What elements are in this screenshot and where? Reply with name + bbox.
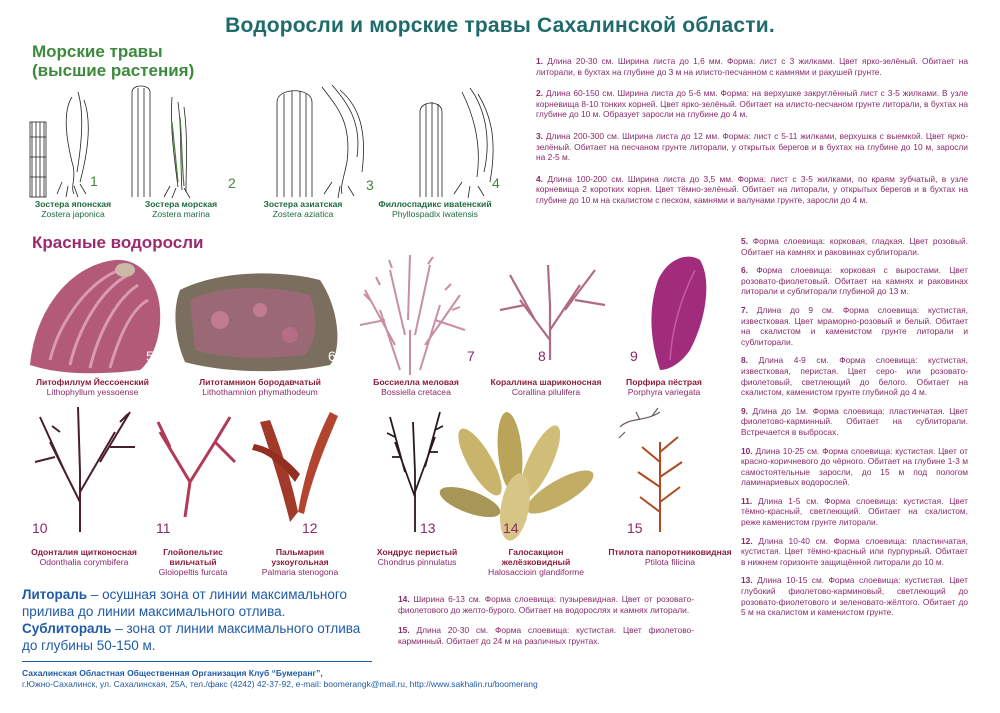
red-caption-12 bbox=[250, 547, 350, 577]
algae-name-lat: Chondrus pinnulatus bbox=[377, 557, 457, 567]
red-caption-8 bbox=[476, 377, 616, 397]
algae-name-lat: Odonthalia corymbifera bbox=[39, 557, 129, 567]
sublitoral-definition bbox=[22, 620, 367, 654]
description-text: Длина до 1м. Форма слоевища: пластинчатая. Цвет фиолетово-карминный. Обитает на сублиторали. Встречается в выбросах. bbox=[741, 405, 969, 437]
algae-name-ru: Хондрус перистый bbox=[376, 547, 458, 557]
red-number-15: 15 bbox=[627, 520, 643, 536]
description-number: 14. bbox=[398, 594, 410, 604]
red-caption-15 bbox=[608, 547, 732, 567]
description-number: 6. bbox=[741, 265, 748, 276]
algae-name-lat: Gloiopeltis furcata bbox=[158, 567, 228, 577]
description-text: Форма слоевища: корковая, гладкая. Цвет розовый. Обитает на камнях и раковинах сублиторали. bbox=[741, 236, 969, 257]
algae-name-lat: Halosaccioin glandiforme bbox=[487, 567, 584, 577]
description-text: Длина 1-5 см. Форма слоевища: кустистая. Цвет тёмно-красный, светлеющий. Обитает на скалистом, реже каменистом грунте литорали. bbox=[741, 495, 968, 528]
algae-name-ru: Порфира пёстрая bbox=[626, 377, 702, 387]
algae-name-lat: Lithothamnion phymathodeum bbox=[202, 387, 318, 397]
description-4 bbox=[536, 174, 968, 206]
ptilota-image bbox=[619, 408, 682, 532]
algae-name-lat: Porphyra variegata bbox=[627, 387, 701, 397]
red-caption-14 bbox=[476, 547, 596, 577]
description-2 bbox=[536, 88, 968, 120]
footer bbox=[22, 668, 722, 690]
red-algae-row1-images bbox=[20, 250, 720, 385]
red-caption-11 bbox=[148, 547, 238, 577]
odonthalia-image bbox=[35, 407, 135, 532]
description-text: Длина 100-200 см. Ширина листа до 3,5 мм. Форма: лист с 3-5 жилками, по краям зубчатый, в узле корневища 2 коротких корня. Цвет тёмно-зелёный. Обитает на литорали, у открытых берегов и в бухтах на глубине до 10 м на скалистом с песком, камнями и валунами грунте, заросли до 4 м. bbox=[536, 173, 969, 205]
description-number: 10. bbox=[741, 445, 753, 456]
seagrass-drawing-3 bbox=[277, 85, 364, 198]
algae-name-lat: Bossiella cretacea bbox=[381, 387, 451, 397]
description-text: Длина 200-300 см. Ширина листа до 12 мм. Форма: лист с 5-11 жилками, верхушка с выемкой. Цвет ярко-зелёный. Обитает на песчаном грунте литорали, у открытых берегов и в бухтах на глубине до 10 м, заросли на 2-5 м. bbox=[536, 130, 968, 163]
red-caption-6 bbox=[180, 377, 340, 397]
description-5 bbox=[741, 236, 968, 257]
algae-name-ru: Птилота папоротниковидная bbox=[608, 547, 732, 557]
algae-name-ru: Галосакцион желёзковидный bbox=[501, 547, 571, 567]
bottom-descriptions bbox=[398, 594, 694, 646]
description-number: 5. bbox=[741, 236, 748, 246]
description-text: Форма слоевища: корковая с выростами. Цвет розовато-фиолетовый. Обитает на камнях и раковинах литорали и сублиторали глубиной до 13 м. bbox=[741, 265, 968, 297]
footer-divider bbox=[22, 661, 372, 662]
gloiopeltis-image bbox=[158, 417, 235, 517]
seagrass-caption-2 bbox=[126, 199, 236, 219]
seagrass-heading-line2: (высшие растения) bbox=[32, 61, 195, 80]
seagrass-caption-1 bbox=[18, 199, 128, 219]
bossiella-image bbox=[360, 255, 465, 375]
description-6 bbox=[741, 265, 968, 297]
red-algae-heading: Красные водоросли bbox=[32, 233, 204, 252]
description-text: Длина 20-30 см. Ширина листа до 1,6 мм. Форма: лист с 3 жилками. Цвет ярко-зелёный. Обитает на литорали, в бухтах на глубине до 3 м на илисто-песчанном с камнями и ракушей грунте. bbox=[536, 56, 969, 77]
description-text: Длина 10-40 см. Форма слоевища: пластинчатая, кустистая. Цвет тёмно-красный или пурпурный. Обитает в нижнем горизонте защищённой литорали до 10 м. bbox=[741, 535, 969, 567]
description-11 bbox=[741, 496, 968, 528]
lithophyllum-image bbox=[30, 260, 160, 373]
description-14 bbox=[398, 594, 694, 615]
description-1 bbox=[536, 56, 968, 77]
description-13 bbox=[741, 575, 968, 617]
red-caption-10 bbox=[24, 547, 144, 567]
description-3 bbox=[536, 131, 968, 163]
description-text: Длина 60-150 см. Ширина листа до 5-6 мм. Форма: на верхушке закруглённый лист с 3-5 жилками. В узле корневища 8-10 тонких корней. Цвет ярко-зелёный. Обитает на илисто-песчаном грунте литорали, в бухтах на глубине до 10 м. Образует заросли на глубине до 4 м. bbox=[536, 88, 969, 120]
footer-contact: г.Южно-Сахалинск, ул. Сахалинская, 25А, тел./факс (4242) 42-37-92, e-mail: boomerangk@mail.ru, http://www.sakhalin.ru/boomerang bbox=[22, 679, 538, 689]
sublitoral-text: – зона от линии максимального отлива до глубины 50-150 м. bbox=[22, 621, 361, 653]
footer-organization: Сахалинская Областная Общественная Организация Клуб “Бумеранг”, bbox=[22, 668, 323, 678]
seagrass-caption-3 bbox=[248, 199, 358, 219]
red-number-5: 5 bbox=[146, 348, 154, 364]
palmaria-image bbox=[252, 412, 338, 522]
chondrus-image bbox=[387, 412, 443, 532]
red-number-14: 14 bbox=[503, 520, 519, 536]
seagrass-name-lat: Zostera japonica bbox=[41, 209, 105, 219]
seagrass-number-2: 2 bbox=[228, 175, 236, 191]
description-number: 2. bbox=[536, 88, 543, 99]
seagrass-drawing-4 bbox=[420, 88, 493, 198]
seagrass-name-lat: Phyllospadix iwatensis bbox=[392, 209, 478, 219]
description-number: 4. bbox=[536, 173, 543, 184]
seagrass-name-ru: Зостера азиатская bbox=[263, 199, 343, 209]
red-number-12: 12 bbox=[302, 520, 318, 536]
seagrass-drawing-1 bbox=[30, 92, 88, 197]
litoral-definition bbox=[22, 586, 367, 620]
seagrass-name-ru: Зостера японская bbox=[34, 199, 112, 209]
lithothamnion-image bbox=[175, 273, 337, 371]
red-algae-descriptions bbox=[741, 236, 968, 618]
description-number: 8. bbox=[741, 355, 748, 366]
description-number: 1. bbox=[536, 56, 543, 66]
description-text: Длина 10-25 см. Форма слоевища: кустистая. Цвет от красно-коричневого до чёрного. Обитает на глубине 1-3 м самостоятельные заросли, до 15 м под пологом ламинариевых водорослей. bbox=[741, 445, 968, 488]
red-caption-5 bbox=[20, 377, 165, 397]
algae-name-ru: Глойопельтис вильчатый bbox=[163, 547, 223, 567]
red-number-9: 9 bbox=[630, 348, 638, 364]
red-number-7: 7 bbox=[467, 348, 475, 364]
description-7 bbox=[741, 305, 968, 347]
algae-name-lat: Lithophyllum yessoense bbox=[46, 387, 139, 397]
glossary bbox=[22, 586, 367, 654]
seagrass-number-4: 4 bbox=[492, 175, 500, 191]
description-number: 12. bbox=[741, 535, 753, 546]
seagrass-descriptions bbox=[536, 56, 968, 206]
description-9 bbox=[741, 406, 968, 438]
description-number: 15. bbox=[398, 625, 410, 636]
sublitoral-term: Сублитораль bbox=[22, 621, 112, 636]
description-15 bbox=[398, 625, 694, 646]
red-caption-9 bbox=[614, 377, 714, 397]
algae-name-ru: Литотамнион бородавчатый bbox=[199, 377, 321, 387]
seagrass-heading bbox=[32, 42, 194, 80]
algae-name-ru: Литофиллум Йессоенский bbox=[36, 377, 149, 387]
description-number: 7. bbox=[741, 304, 748, 315]
description-text: Длина до 9 см. Форма слоевища: кустистая, известковая. Цвет мраморно-розовый и белый. Обитает на скалистом и каменистом грунте литорали и сублиторали. bbox=[741, 304, 969, 347]
corallina-image bbox=[500, 265, 605, 360]
litoral-term: Литораль bbox=[22, 587, 88, 602]
seagrass-number-1: 1 bbox=[90, 173, 98, 189]
red-number-13: 13 bbox=[420, 520, 436, 536]
page-title: Водоросли и морские травы Сахалинской области. bbox=[225, 14, 775, 37]
seagrass-caption-4 bbox=[360, 199, 510, 219]
description-text: Длина 20-30 см. Форма слоевища: кустистая. Цвет фиолетово-карминный. Обитает до 24 м на различных грунтах. bbox=[398, 625, 695, 646]
description-number: 13. bbox=[741, 575, 753, 586]
seagrass-name-lat: Zostera marina bbox=[152, 209, 210, 219]
description-10 bbox=[741, 446, 968, 488]
red-caption-13 bbox=[362, 547, 472, 567]
porphyra-image bbox=[651, 257, 706, 370]
algae-name-lat: Palmaria stenogona bbox=[261, 567, 339, 577]
red-caption-7 bbox=[356, 377, 476, 397]
seagrass-name-lat: Zostera aziatica bbox=[272, 209, 334, 219]
description-number: 9. bbox=[741, 405, 748, 416]
red-number-10: 10 bbox=[32, 520, 48, 536]
algae-name-ru: Пальмария узкоугольная bbox=[271, 547, 329, 567]
red-number-11: 11 bbox=[156, 520, 171, 536]
algae-name-lat: Ptilota filicina bbox=[644, 557, 696, 567]
litoral-text: – осушная зона от линии максимального прилива до линии максимального отлива. bbox=[22, 587, 348, 619]
description-text: Длина 10-15 см. Форма слоевища: кустистая. Цвет глубокий фиолетово-карминовый, светлеющий до розовато-фиолетового и зеленовато-жёлтого. Обитает до 5 м на скалистом и каменистом грунте. bbox=[741, 575, 969, 618]
description-number: 11. bbox=[741, 495, 753, 506]
seagrass-number-3: 3 bbox=[366, 177, 374, 193]
seagrass-name-ru: Зостера морская bbox=[144, 199, 218, 209]
algae-name-ru: Боссиелла меловая bbox=[373, 377, 459, 387]
description-number: 3. bbox=[536, 130, 543, 141]
description-8 bbox=[741, 355, 968, 397]
algae-name-ru: Одонталия щитконосная bbox=[31, 547, 137, 557]
algae-name-ru: Кораллина шариконосная bbox=[490, 377, 602, 387]
seagrass-name-ru: Филлоспадикс ивatенский bbox=[378, 199, 492, 209]
seagrass-heading-line1: Морские травы bbox=[32, 42, 163, 61]
algae-name-lat: Corallina pilulifera bbox=[511, 387, 581, 397]
description-text: Ширина 6-13 см. Форма слоевища: пузыревидная. Цвет от розовато-фиолетового до желто-бурого. Обитает на водорослях и камнях литорали. bbox=[398, 594, 695, 615]
red-algae-row2-images bbox=[20, 402, 720, 542]
description-text: Длина 4-9 см. Форма слоевища: кустистая, известковая, перистая. Цвет серо- или розовато-фиолетовый, светлеющий до белого. Обитает на скалистом, каменистом грунте глубиной до 4 м. bbox=[741, 355, 969, 398]
red-number-6: 6 bbox=[328, 348, 336, 364]
red-number-8: 8 bbox=[538, 348, 546, 364]
description-12 bbox=[741, 536, 968, 568]
